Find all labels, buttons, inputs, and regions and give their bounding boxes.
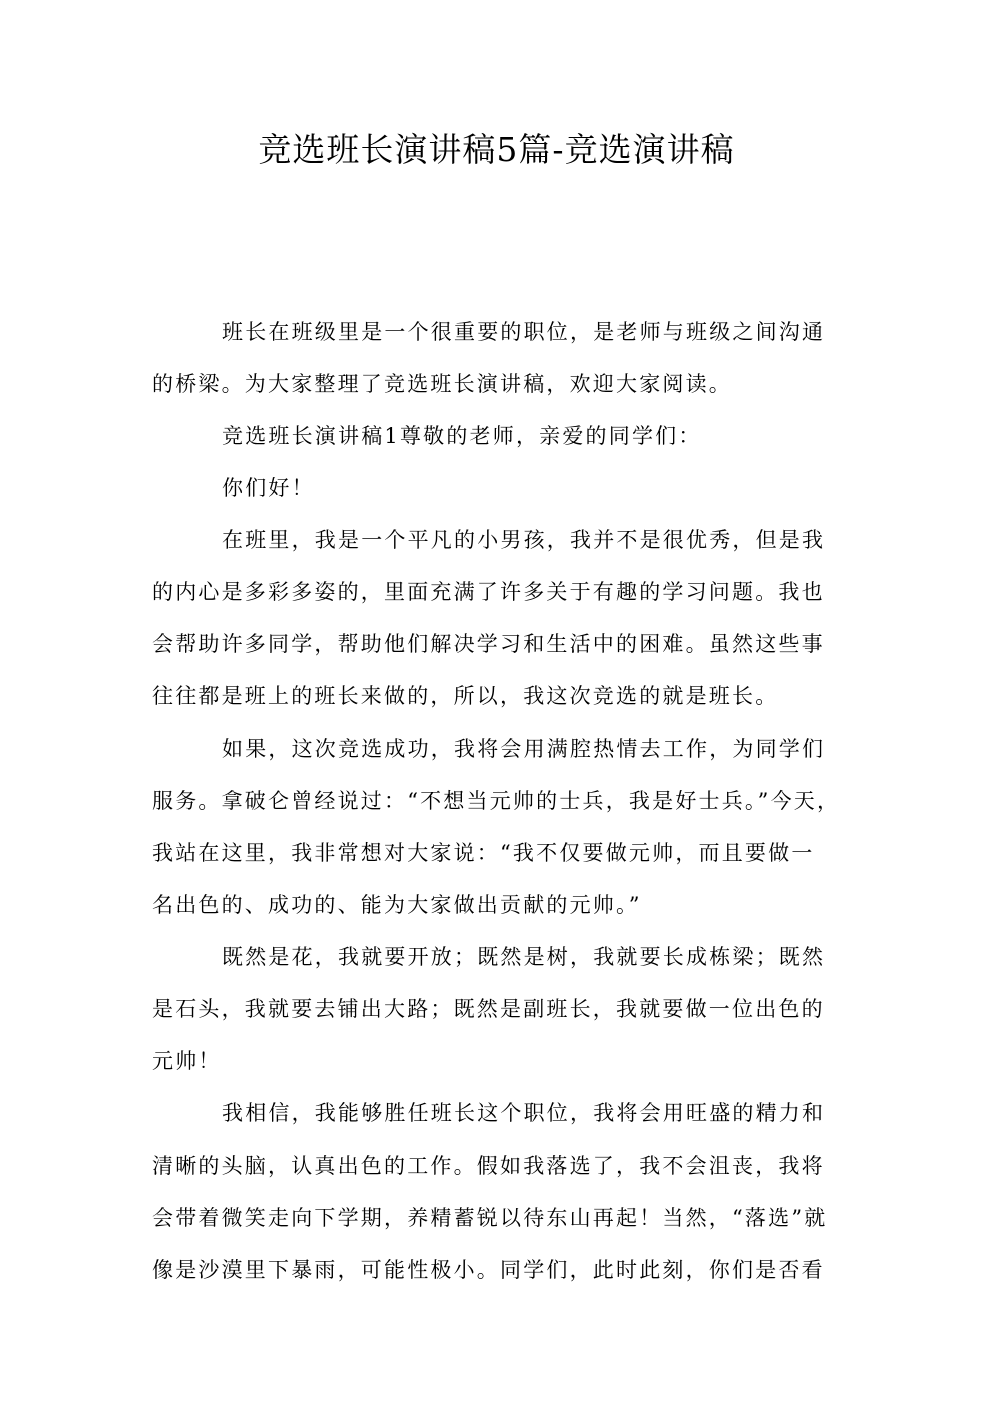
paragraph-line: 我站在这里，我非常想对大家说：“我不仅要做元帅，而且要做一 xyxy=(152,841,815,865)
paragraph-line: 会帮助许多同学，帮助他们解决学习和生活中的困难。虽然这些事 xyxy=(152,632,825,656)
paragraph-line: 元帅！ xyxy=(152,1049,222,1073)
paragraph-line: 班长在班级里是一个很重要的职位，是老师与班级之间沟通 xyxy=(222,320,826,344)
document-title: 竞选班长演讲稿5篇-竞选演讲稿 xyxy=(258,130,735,169)
paragraph-line: 的内心是多彩多姿的，里面充满了许多关于有趣的学习问题。我也 xyxy=(152,580,825,604)
paragraph-line: 既然是花，我就要开放；既然是树，我就要长成栋梁；既然 xyxy=(222,945,826,969)
paragraph-line: 如果，这次竞选成功，我将会用满腔热情去工作，为同学们 xyxy=(222,737,826,761)
paragraph-line: 我相信，我能够胜任班长这个职位，我将会用旺盛的精力和 xyxy=(222,1101,826,1125)
paragraph-line: 会带着微笑走向下学期，养精蓄锐以待东山再起！当然，“落选”就 xyxy=(152,1206,828,1230)
paragraph-line: 竞选班长演讲稿1尊敬的老师，亲爱的同学们： xyxy=(222,424,702,448)
paragraph-line: 在班里，我是一个平凡的小男孩，我并不是很优秀，但是我 xyxy=(222,528,826,552)
paragraph-line: 服务。拿破仑曾经说过：“不想当元帅的士兵，我是好士兵。”今天， xyxy=(152,789,841,813)
paragraph-line: 你们好！ xyxy=(222,476,315,500)
paragraph-line: 清晰的头脑，认真出色的工作。假如我落选了，我不会沮丧，我将 xyxy=(152,1154,825,1178)
paragraph-line: 往往都是班上的班长来做的，所以，我这次竞选的就是班长。 xyxy=(152,684,779,708)
paragraph-line: 是石头，我就要去铺出大路；既然是副班长，我就要做一位出色的 xyxy=(152,997,825,1021)
paragraph-line: 像是沙漠里下暴雨，可能性极小。同学们，此时此刻，你们是否看 xyxy=(152,1258,825,1282)
paragraph-line: 的桥梁。为大家整理了竞选班长演讲稿，欢迎大家阅读。 xyxy=(152,372,732,396)
paragraph-line: 名出色的、成功的、能为大家做出贡献的元帅。” xyxy=(152,893,642,917)
